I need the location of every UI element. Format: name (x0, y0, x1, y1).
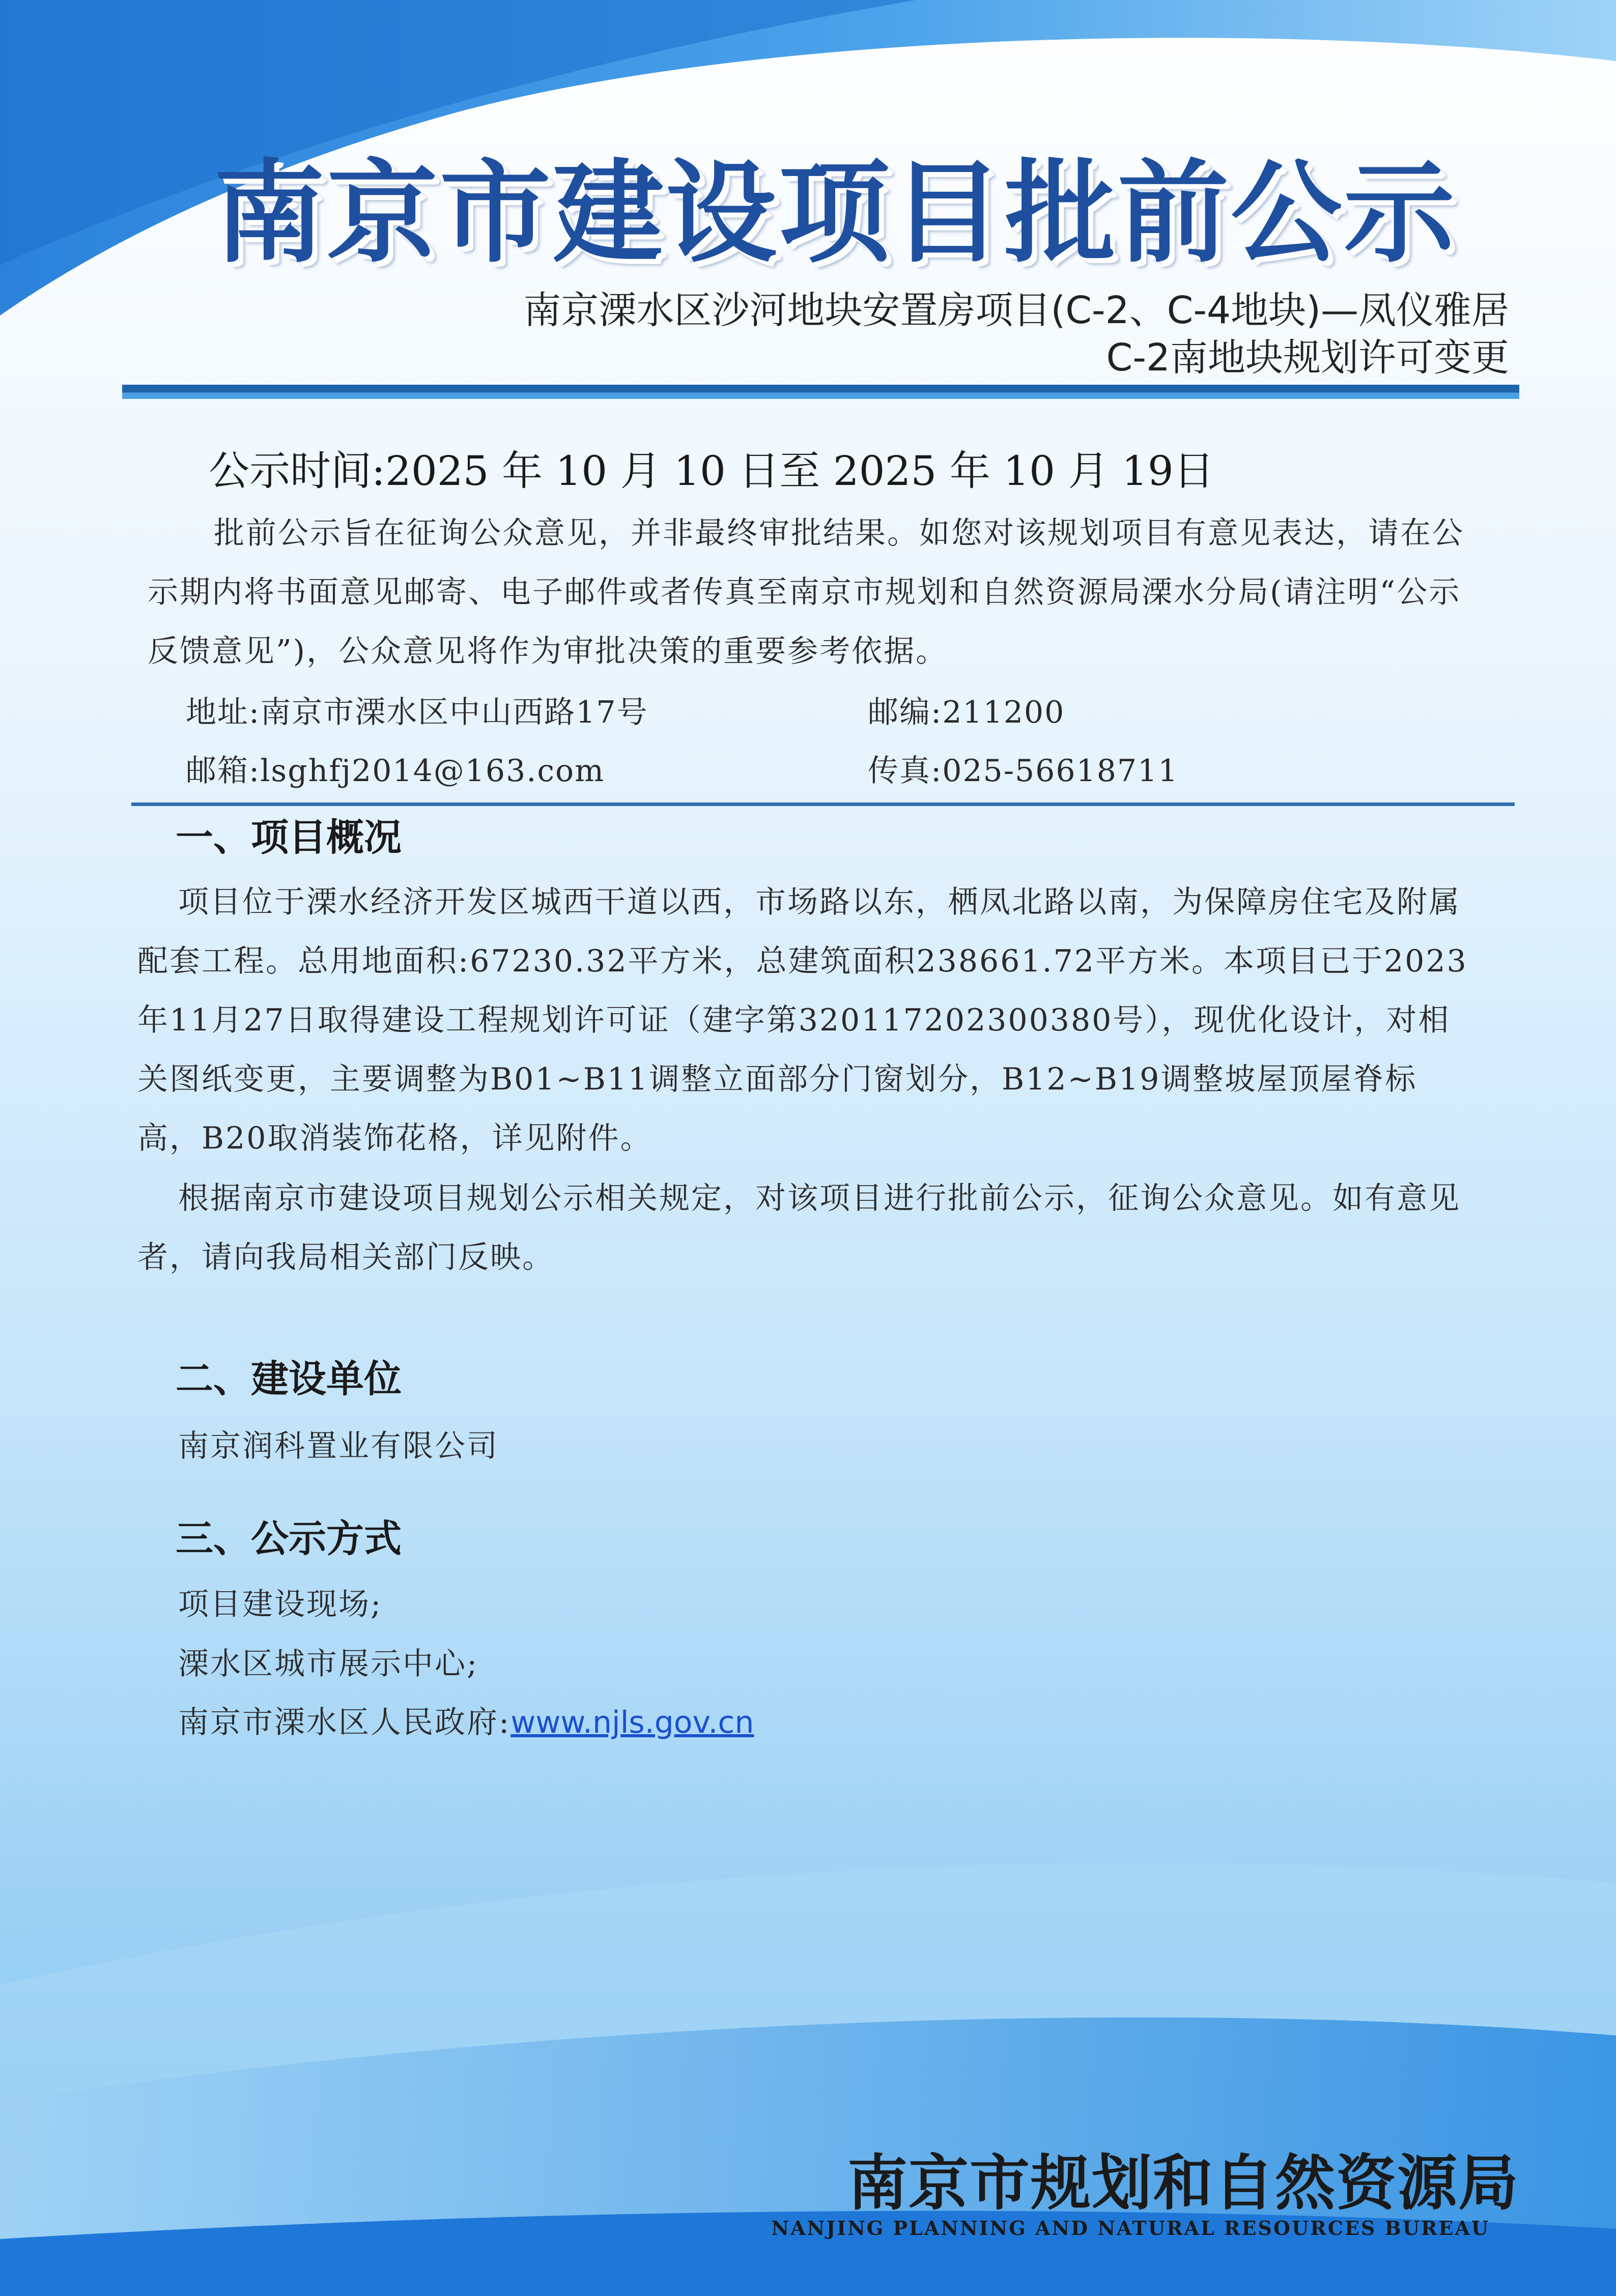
contact-address: 地址:南京市溧水区中山西路17号 (186, 695, 648, 730)
builder-name: 南京润科置业有限公司 (178, 1428, 499, 1464)
method-item-site: 项目建设现场; (178, 1587, 383, 1622)
project-subtitle-line2: C-2南地块规划许可变更 (1106, 336, 1509, 380)
heading-publish-method: 三、公示方式 (176, 1517, 402, 1561)
project-overview-note: 根据南京市建设项目规划公示相关规定，对该项目进行批前公示，征询公众意见。如有意见者，请向我局相关部门反映。 (137, 1181, 1461, 1275)
contact-fax: 传真:025-56618711 (868, 753, 1179, 789)
page-title: 南京市建设项目批前公示 (214, 149, 1457, 278)
notice-period: 公示时间:2025 年 10 月 10 日至 2025 年 10 月 19日 (209, 447, 1214, 495)
footer-org-name: 南京市规划和自然资源局 (847, 2147, 1519, 2218)
heading-builder: 二、建设单位 (176, 1357, 402, 1401)
government-website-link[interactable]: www.njls.gov.cn (511, 1705, 754, 1740)
notice-intro: 批前公示旨在征询公众意见，并非最终审批结果。如您对该规划项目有意见表达，请在公示期内将书面意见邮寄、电子邮件或者传真至南京市规划和自然资源局溧水分局(请注明“公示反馈意见”)，公众意见将作为审批决策的重要参考依据。 (148, 515, 1464, 669)
header-divider (122, 385, 1519, 399)
method-item-government-label: 南京市溧水区人民政府: (178, 1705, 511, 1740)
footer-org-name-en: NANJING PLANNING AND NATURAL RESOURCES BUREAU (771, 2217, 1490, 2240)
contact-postcode: 邮编:211200 (868, 695, 1065, 730)
heading-project-overview: 一、项目概况 (176, 816, 402, 859)
section-divider (131, 802, 1515, 806)
contact-email: 邮箱:lsghfj2014@163.com (186, 753, 605, 789)
project-overview-text: 项目位于溧水经济开发区城西干道以西，市场路以东，栖凤北路以南，为保障房住宅及附属配套工程。总用地面积:67230.32平方米，总建筑面积238661.72平方米。本项目已于2023年11月27日取得建设工程规划许可证（建字第320117202300380号），现优化设计，对相关图纸变更，主要调整为B01~B11调整立面部分门窗划分，B12~B19调整坡屋顶屋脊标高，B20取消装饰花格，详见附件。 (137, 884, 1468, 1156)
project-subtitle-line1: 南京溧水区沙河地块安置房项目(C-2、C-4地块)—凤仪雅居 (523, 289, 1509, 332)
method-item-government (178, 1702, 754, 1743)
method-item-exhibition: 溧水区城市展示中心; (178, 1646, 479, 1682)
